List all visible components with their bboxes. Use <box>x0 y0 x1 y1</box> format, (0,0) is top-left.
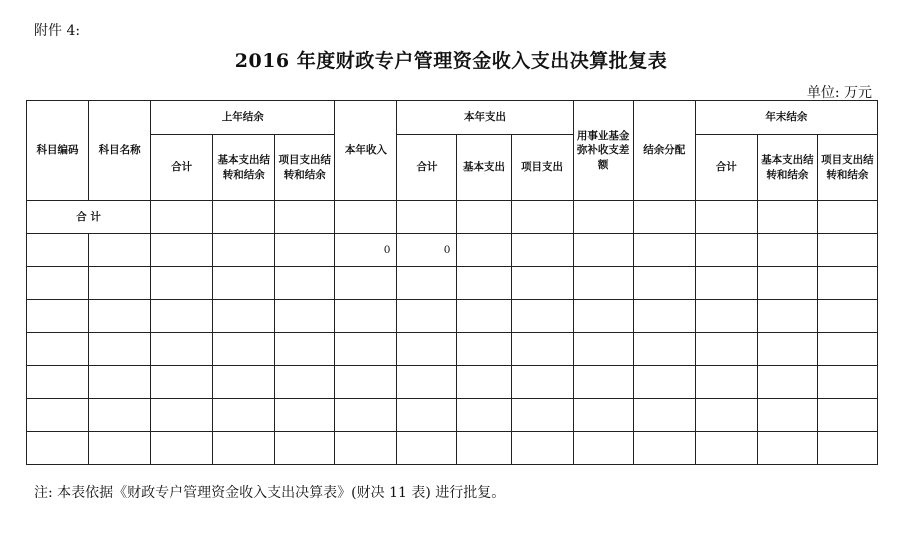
table-cell-exp-basic <box>457 267 511 300</box>
table-cell-name <box>89 333 151 366</box>
table-cell-prev-total <box>151 432 213 465</box>
table-cell <box>633 201 695 234</box>
table-cell <box>573 201 633 234</box>
table-cell-end-project <box>817 366 877 399</box>
table-cell-end-basic <box>757 300 817 333</box>
table-cell-exp-project <box>511 234 573 267</box>
table-row <box>27 432 878 465</box>
table-cell-end-basic <box>757 234 817 267</box>
table-cell-name <box>89 432 151 465</box>
table-cell-prev-basic <box>213 366 275 399</box>
table-cell-end-basic <box>757 333 817 366</box>
total-label: 合 计 <box>27 201 151 234</box>
table-cell-exp-total <box>397 399 457 432</box>
table-cell-prev-basic <box>213 234 275 267</box>
table-cell <box>335 201 397 234</box>
table-cell-end-basic <box>757 399 817 432</box>
table-cell-code <box>27 399 89 432</box>
table-cell-income <box>335 432 397 465</box>
table-cell-end-total <box>695 399 757 432</box>
table-row <box>27 300 878 333</box>
table-cell-prev-total <box>151 399 213 432</box>
table-cell-exp-total <box>397 366 457 399</box>
table-cell-income <box>335 300 397 333</box>
table-cell-prev-project <box>275 300 335 333</box>
table-cell-fund-gap <box>573 234 633 267</box>
footnote: 注: 本表依据《财政专户管理资金收入支出决算表》(财决 11 表) 进行批复。 <box>34 485 506 501</box>
table-cell <box>511 201 573 234</box>
table-row <box>27 234 878 267</box>
table-cell-prev-total <box>151 267 213 300</box>
table-cell-exp-project <box>511 300 573 333</box>
table-cell-code <box>27 432 89 465</box>
table-cell-end-project <box>817 432 877 465</box>
table-cell-code <box>27 234 89 267</box>
table-cell-end-total <box>695 333 757 366</box>
table-cell-end-basic <box>757 267 817 300</box>
table-cell-prev-basic <box>213 399 275 432</box>
table-cell-prev-basic <box>213 333 275 366</box>
table-cell-fund-gap <box>573 432 633 465</box>
table-cell-end-total <box>695 300 757 333</box>
table-cell-exp-basic <box>457 300 511 333</box>
table-cell-exp-project <box>511 267 573 300</box>
header-subject-name: 科目名称 <box>89 101 151 201</box>
header-prev-project: 项目支出结转和结余 <box>275 135 335 201</box>
table-cell <box>151 201 213 234</box>
table-cell-prev-basic <box>213 300 275 333</box>
table-cell-surplus-dist <box>633 366 695 399</box>
table-cell-end-total <box>695 267 757 300</box>
table-cell-prev-total <box>151 300 213 333</box>
table-cell <box>213 201 275 234</box>
table-cell-surplus-dist <box>633 333 695 366</box>
table-cell-end-total <box>695 234 757 267</box>
table-cell-name <box>89 300 151 333</box>
table-cell-name <box>89 366 151 399</box>
table-cell-name <box>89 399 151 432</box>
table-cell-end-total <box>695 432 757 465</box>
table-cell-exp-project <box>511 366 573 399</box>
table-cell-fund-gap <box>573 333 633 366</box>
table-cell-fund-gap <box>573 267 633 300</box>
table-cell-surplus-dist <box>633 432 695 465</box>
table-cell-end-project <box>817 333 877 366</box>
table-cell-surplus-dist <box>633 399 695 432</box>
header-end-total: 合计 <box>695 135 757 201</box>
table-cell-end-project <box>817 234 877 267</box>
header-exp-project: 项目支出 <box>511 135 573 201</box>
table-cell-income <box>335 366 397 399</box>
table-cell <box>695 201 757 234</box>
table-cell-prev-basic <box>213 432 275 465</box>
header-prev-basic: 基本支出结转和结余 <box>213 135 275 201</box>
table-cell-fund-gap <box>573 300 633 333</box>
table-cell-exp-project <box>511 399 573 432</box>
table-cell-end-project <box>817 399 877 432</box>
header-prev-balance: 上年结余 <box>151 101 335 135</box>
table-cell-end-total <box>695 366 757 399</box>
table-row <box>27 399 878 432</box>
table-cell-exp-basic <box>457 432 511 465</box>
header-fund-gap: 用事业基金弥补收支差额 <box>573 101 633 201</box>
table-cell-end-project <box>817 300 877 333</box>
table-row <box>27 267 878 300</box>
table-cell <box>817 201 877 234</box>
table-cell-exp-total <box>397 300 457 333</box>
header-surplus-distribution: 结余分配 <box>633 101 695 201</box>
table-cell-name <box>89 267 151 300</box>
table-cell <box>757 201 817 234</box>
table-cell-name <box>89 234 151 267</box>
page-title: 2016 年度财政专户管理资金收入支出决算批复表 <box>234 50 668 72</box>
total-row <box>27 201 878 234</box>
table-row <box>27 333 878 366</box>
table-row <box>27 366 878 399</box>
header-end-basic: 基本支出结转和结余 <box>757 135 817 201</box>
header-exp-basic: 基本支出 <box>457 135 511 201</box>
approval-table <box>26 100 878 465</box>
table-cell <box>457 201 511 234</box>
table-cell-code <box>27 366 89 399</box>
table-cell-end-basic <box>757 432 817 465</box>
header-income: 本年收入 <box>335 101 397 201</box>
header-end-project: 项目支出结转和结余 <box>817 135 877 201</box>
table-cell-prev-project <box>275 366 335 399</box>
table-cell-end-project <box>817 267 877 300</box>
table-cell-prev-project <box>275 234 335 267</box>
table-cell-prev-total <box>151 234 213 267</box>
table-cell-exp-total <box>397 267 457 300</box>
table-cell-code <box>27 300 89 333</box>
table-cell-surplus-dist <box>633 267 695 300</box>
table-cell-income <box>335 399 397 432</box>
header-exp-total: 合计 <box>397 135 457 201</box>
table-cell-fund-gap <box>573 366 633 399</box>
header-prev-total: 合计 <box>151 135 213 201</box>
table-cell-surplus-dist <box>633 234 695 267</box>
table-cell-income <box>335 267 397 300</box>
header-year-end-balance: 年末结余 <box>695 101 877 135</box>
table-cell-exp-basic <box>457 366 511 399</box>
table-cell-income <box>335 333 397 366</box>
table-cell-code <box>27 267 89 300</box>
table-cell <box>275 201 335 234</box>
table-cell-exp-total <box>397 333 457 366</box>
header-expenditure: 本年支出 <box>397 101 573 135</box>
table-cell <box>397 201 457 234</box>
table-cell-end-basic <box>757 366 817 399</box>
table-cell-prev-project <box>275 432 335 465</box>
table-cell-exp-project <box>511 432 573 465</box>
table-cell-prev-total <box>151 333 213 366</box>
table-cell-prev-project <box>275 267 335 300</box>
table-cell-fund-gap <box>573 399 633 432</box>
table-cell-code <box>27 333 89 366</box>
table-cell-prev-project <box>275 333 335 366</box>
table-cell-surplus-dist <box>633 300 695 333</box>
table-cell-exp-basic <box>457 234 511 267</box>
table-cell-exp-basic <box>457 399 511 432</box>
unit-label: 单位: 万元 <box>806 85 872 101</box>
table-cell-exp-total <box>397 432 457 465</box>
table-cell-income: 0 <box>335 234 397 267</box>
table-cell-prev-project <box>275 399 335 432</box>
table-cell-exp-basic <box>457 333 511 366</box>
table-cell-prev-basic <box>213 267 275 300</box>
attachment-label: 附件 4: <box>34 23 81 39</box>
header-subject-code: 科目编码 <box>27 101 89 201</box>
table-cell-exp-total: 0 <box>397 234 457 267</box>
table-cell-prev-total <box>151 366 213 399</box>
table-cell-exp-project <box>511 333 573 366</box>
